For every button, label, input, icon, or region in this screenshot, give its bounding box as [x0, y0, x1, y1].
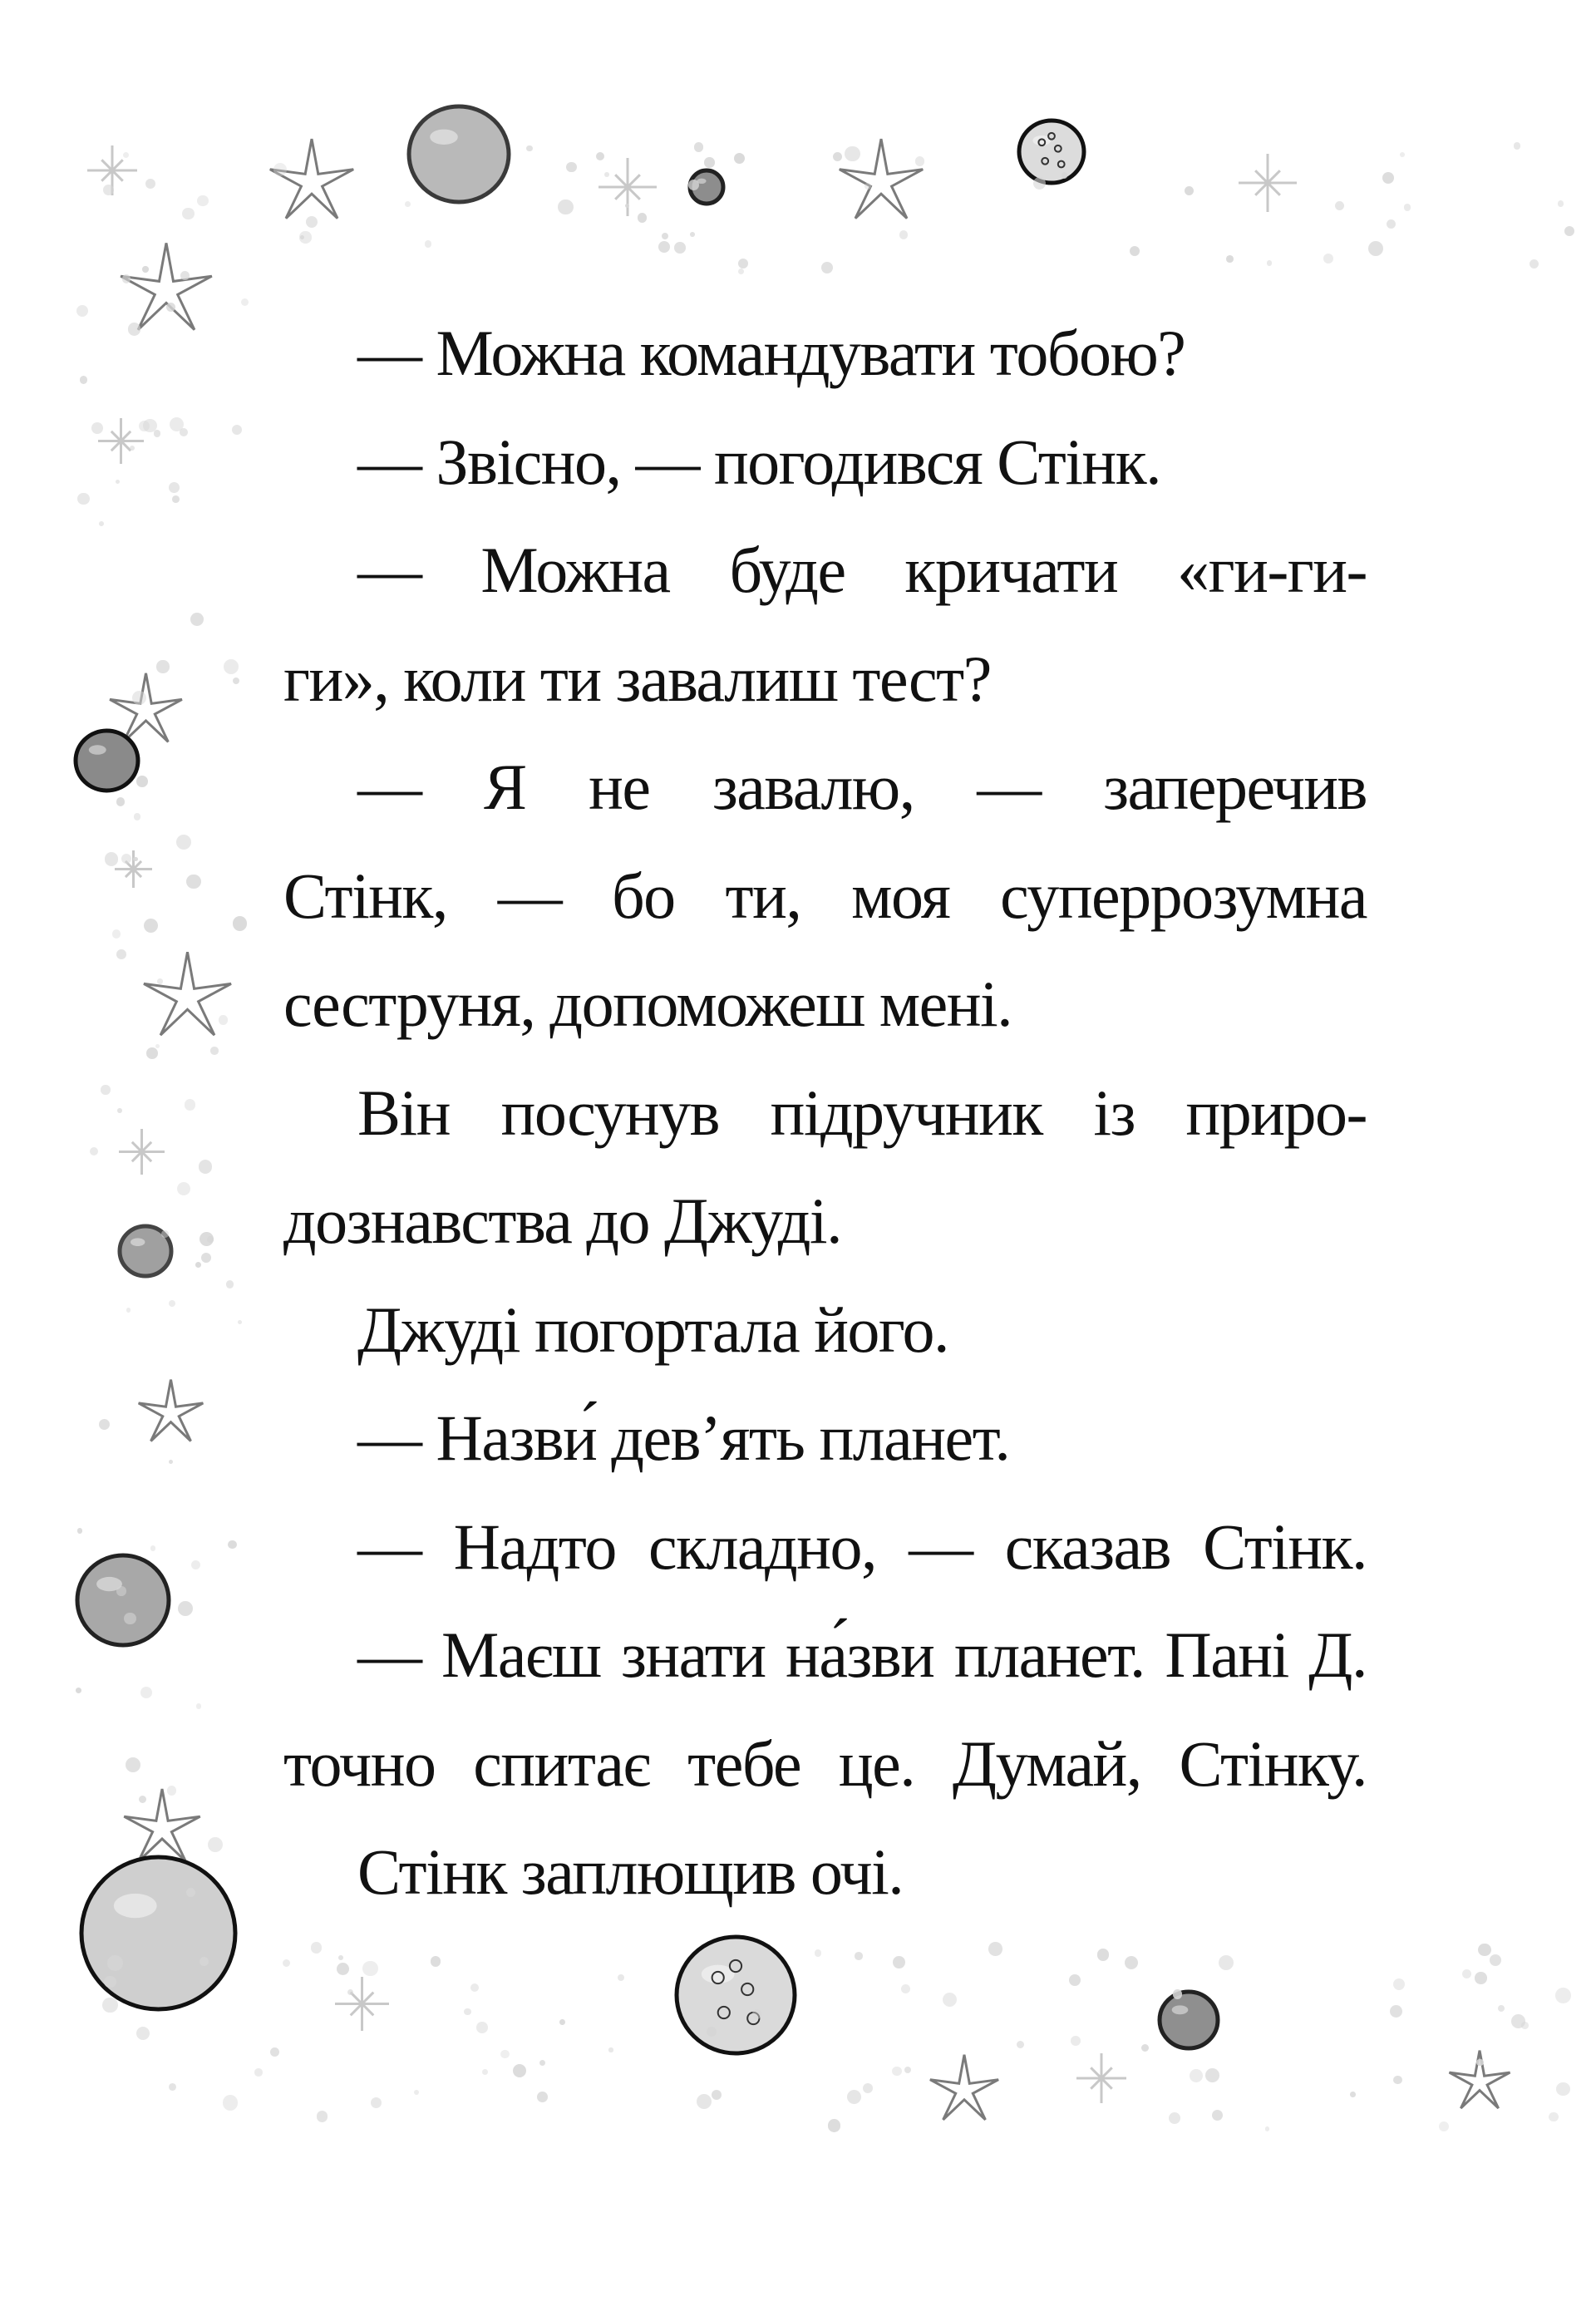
speckle-dot — [197, 195, 209, 207]
speckle-dot — [254, 2068, 263, 2077]
speckle-dot — [476, 2022, 488, 2033]
speckle-dot — [566, 162, 577, 173]
star-icon — [927, 2053, 1002, 2128]
speckle-dot — [317, 2111, 328, 2122]
speckle-dot — [688, 180, 699, 190]
speckle-dot — [1382, 172, 1394, 184]
speckle-dot — [150, 1545, 155, 1550]
text-line: — Звісно, — погодився Стінк. — [357, 425, 1161, 498]
speckle-dot — [855, 1952, 863, 1960]
speckle-dot — [180, 428, 188, 436]
speckle-dot — [1062, 172, 1068, 179]
speckle-dot — [233, 678, 239, 684]
speckle-dot — [738, 259, 748, 269]
speckle-dot — [371, 2097, 382, 2108]
speckle-dot — [145, 179, 155, 189]
speckle-dot — [116, 797, 125, 806]
speckle-dot — [112, 929, 121, 939]
sparkle-icon — [1239, 154, 1297, 212]
speckle-dot — [1390, 2005, 1402, 2018]
planet-icon — [1015, 116, 1088, 187]
speckle-dot — [306, 216, 318, 228]
speckle-dot — [425, 240, 432, 248]
speckle-dot — [146, 1047, 158, 1059]
speckle-dot — [126, 1757, 140, 1772]
speckle-dot — [1033, 177, 1046, 190]
speckle-dot — [1323, 254, 1334, 264]
speckle-dot — [311, 1942, 323, 1954]
speckle-dot — [943, 1993, 957, 2007]
speckle-dot — [596, 152, 604, 160]
speckle-dot — [712, 2090, 722, 2100]
speckle-dot — [1478, 1944, 1490, 1956]
speckle-dot — [116, 949, 126, 959]
text-line: Він посунув підручник із приро- — [357, 1076, 1367, 1149]
speckle-dot — [638, 213, 647, 222]
speckle-dot — [238, 1320, 242, 1324]
speckle-dot — [1350, 2092, 1356, 2097]
sparkle-icon — [335, 1977, 389, 2031]
speckle-dot — [186, 875, 200, 889]
speckle-dot — [116, 480, 120, 484]
speckle-dot — [734, 153, 745, 164]
speckle-dot — [241, 298, 249, 306]
speckle-dot — [169, 482, 180, 493]
speckle-dot — [154, 430, 161, 437]
speckle-dot — [1125, 1956, 1138, 1969]
speckle-dot — [1130, 246, 1140, 256]
sparkle-icon — [115, 850, 152, 888]
speckle-dot — [156, 660, 169, 673]
speckle-dot — [1498, 2005, 1505, 2012]
planet-icon — [73, 1551, 173, 1649]
speckle-dot — [431, 1956, 441, 1966]
planet-icon — [1155, 1988, 1222, 2052]
speckle-dot — [338, 1955, 343, 1960]
speckle-dot — [893, 1956, 905, 1968]
speckle-dot — [618, 1974, 624, 1981]
speckle-dot — [177, 1182, 190, 1195]
speckle-dot — [1521, 2022, 1529, 2029]
speckle-dot — [362, 1961, 378, 1977]
text-line: — Я не завалю, — заперечив — [357, 751, 1367, 823]
speckle-dot — [103, 185, 114, 195]
speckle-dot — [283, 1959, 290, 1967]
speckle-dot — [559, 2019, 565, 2025]
text-line: — Можна буде кричати «ги-ги- — [357, 534, 1367, 606]
speckle-dot — [674, 242, 685, 253]
speckle-dot — [1530, 259, 1539, 269]
speckle-dot — [228, 1540, 236, 1549]
text-line: Стінк, — бо ти, моя суперрозумна — [283, 859, 1367, 932]
speckle-dot — [199, 1160, 213, 1174]
speckle-dot — [821, 262, 833, 273]
speckle-dot — [1549, 2112, 1559, 2122]
speckle-dot — [464, 2008, 470, 2015]
speckle-dot — [182, 208, 194, 219]
speckle-dot — [901, 1984, 910, 1993]
speckle-dot — [176, 835, 191, 850]
star-icon — [140, 950, 235, 1046]
speckle-dot — [1173, 1989, 1183, 1999]
speckle-dot — [658, 241, 670, 253]
planet-icon — [71, 727, 142, 795]
speckle-dot — [608, 2047, 613, 2052]
speckle-dot — [704, 157, 714, 167]
speckle-dot — [414, 2090, 419, 2095]
speckle-dot — [1558, 200, 1564, 206]
speckle-dot — [738, 269, 744, 274]
speckle-dot — [122, 274, 131, 283]
speckle-dot — [1219, 1955, 1234, 1970]
planet-icon — [672, 1933, 799, 2057]
speckle-dot — [142, 266, 148, 272]
speckle-dot — [191, 1560, 200, 1569]
planet-icon — [77, 1853, 239, 2013]
speckle-dot — [178, 1601, 193, 1616]
speckle-dot — [694, 142, 704, 152]
speckle-dot — [299, 231, 311, 243]
speckle-dot — [77, 1528, 83, 1534]
speckle-dot — [157, 978, 162, 983]
speckle-dot — [210, 1047, 218, 1054]
speckle-dot — [1267, 260, 1273, 266]
speckle-dot — [140, 1687, 152, 1698]
speckle-dot — [1226, 255, 1234, 263]
speckle-dot — [1462, 1969, 1471, 1978]
speckle-dot — [136, 776, 148, 787]
speckle-dot — [77, 493, 90, 505]
speckle-dot — [690, 232, 695, 237]
speckle-dot — [1212, 2110, 1223, 2121]
speckle-dot — [500, 2050, 510, 2059]
speckle-dot — [105, 852, 119, 866]
speckle-dot — [167, 1786, 176, 1795]
speckle-dot — [1190, 2069, 1203, 2082]
speckle-dot — [1335, 201, 1344, 210]
star-icon — [135, 1378, 206, 1449]
sparkle-icon — [98, 418, 144, 464]
speckle-dot — [200, 1957, 209, 1966]
speckle-dot — [195, 1262, 201, 1268]
speckle-dot — [102, 1998, 117, 2013]
speckle-dot — [1205, 2068, 1219, 2082]
speckle-dot — [101, 1085, 110, 1094]
speckle-dot — [482, 2069, 488, 2075]
speckle-dot — [904, 2067, 911, 2073]
speckle-dot — [270, 2047, 279, 2057]
speckle-dot — [224, 659, 239, 675]
speckle-dot — [233, 916, 247, 930]
speckle-dot — [1476, 2059, 1484, 2067]
speckle-dot — [1490, 1954, 1501, 1966]
speckle-dot — [185, 1099, 195, 1110]
speckle-dot — [124, 1613, 135, 1624]
speckle-dot — [76, 305, 88, 317]
speckle-dot — [104, 1976, 116, 1988]
speckle-dot — [1555, 1988, 1571, 2003]
speckle-dot — [1097, 1949, 1110, 1961]
speckle-dot — [1185, 186, 1194, 195]
speckle-dot — [128, 323, 140, 335]
speckle-dot — [201, 1253, 211, 1263]
speckle-dot — [513, 2064, 526, 2077]
speckle-dot — [126, 1308, 131, 1312]
speckle-dot — [208, 1837, 224, 1853]
speckle-dot — [166, 303, 175, 312]
speckle-dot — [815, 1949, 821, 1956]
speckle-dot — [697, 2094, 712, 2109]
speckle-dot — [134, 813, 141, 820]
speckle-dot — [892, 2067, 902, 2077]
speckle-dot — [1017, 2041, 1024, 2048]
speckle-dot — [899, 230, 909, 239]
speckle-dot — [172, 495, 180, 503]
speckle-dot — [833, 152, 842, 161]
speckle-dot — [1169, 2112, 1181, 2125]
planet-icon — [405, 102, 513, 206]
sparkle-icon — [1076, 2053, 1126, 2103]
speckle-dot — [752, 2009, 762, 2019]
speckle-dot — [707, 2027, 717, 2037]
speckle-dot — [169, 1460, 173, 1464]
speckle-dot — [1368, 241, 1383, 256]
speckle-dot — [526, 145, 533, 152]
speckle-dot — [169, 1300, 175, 1307]
speckle-dot — [116, 1586, 126, 1596]
speckle-dot — [1393, 2076, 1402, 2085]
speckle-dot — [1265, 2126, 1270, 2131]
speckle-dot — [1556, 2082, 1570, 2097]
speckle-dot — [91, 422, 103, 434]
speckle-dot — [1404, 204, 1411, 210]
speckle-dot — [219, 1015, 228, 1024]
speckle-dot — [1475, 1972, 1486, 1983]
speckle-dot — [470, 1983, 479, 1992]
speckle-dot — [1439, 2121, 1449, 2131]
speckle-dot — [863, 2083, 874, 2094]
speckle-dot — [107, 1955, 123, 1971]
speckle-dot — [537, 2092, 548, 2102]
speckle-dot — [988, 1942, 1002, 1956]
text-line: — Маєш знати на́зви планет. Пані Д. — [357, 1619, 1367, 1691]
speckle-dot — [223, 2095, 239, 2111]
speckle-dot — [76, 1688, 81, 1693]
speckle-dot — [1141, 2044, 1150, 2052]
speckle-dot — [558, 200, 573, 214]
speckle-dot — [1400, 152, 1405, 157]
speckle-dot — [99, 521, 104, 526]
speckle-dot — [845, 146, 860, 161]
text-line: дознавства до Джуді. — [283, 1185, 842, 1257]
speckle-dot — [1069, 1974, 1081, 1986]
speckle-dot — [169, 2083, 176, 2091]
speckle-dot — [405, 201, 411, 207]
speckle-dot — [337, 1963, 349, 1975]
speckle-dot — [662, 233, 668, 239]
speckle-dot — [1071, 2036, 1081, 2046]
text-line: сеструня, допоможеш мені. — [283, 968, 1012, 1040]
text-line: — Надто складно, — сказав Стінк. — [357, 1510, 1367, 1583]
speckle-dot — [80, 376, 88, 384]
speckle-dot — [136, 2027, 150, 2040]
speckle-dot — [144, 919, 158, 933]
text-line: Джуді погортала його. — [357, 1293, 948, 1366]
speckle-dot — [1564, 226, 1575, 237]
sparkle-icon — [119, 1129, 165, 1175]
speckle-dot — [828, 2119, 840, 2131]
speckle-dot — [90, 1147, 98, 1155]
text-line: ги», коли ти завалиш тест? — [283, 642, 991, 715]
text-line: — Можна командувати тобою? — [357, 317, 1185, 389]
speckle-dot — [226, 1280, 234, 1288]
speckle-dot — [539, 2060, 545, 2066]
speckle-dot — [1387, 219, 1396, 229]
speckle-dot — [196, 1703, 202, 1709]
speckle-dot — [1393, 1978, 1405, 1990]
text-line: — Назви́ дев’ять планет. — [357, 1402, 1010, 1474]
speckle-dot — [232, 425, 242, 435]
star-icon — [266, 137, 357, 229]
speckle-dot — [161, 1230, 168, 1237]
speckle-dot — [1514, 142, 1521, 150]
speckle-dot — [155, 1044, 160, 1048]
speckle-dot — [117, 1108, 122, 1113]
speckle-dot — [99, 1419, 110, 1430]
speckle-dot — [847, 2090, 861, 2104]
text-line: Стінк заплющив очі. — [357, 1835, 904, 1908]
speckle-dot — [207, 1236, 213, 1242]
speckle-dot — [190, 613, 204, 626]
speckle-dot — [186, 1888, 195, 1897]
text-line: точно спитає тебе це. Думай, Стінку. — [283, 1727, 1367, 1800]
speckle-dot — [604, 172, 609, 177]
